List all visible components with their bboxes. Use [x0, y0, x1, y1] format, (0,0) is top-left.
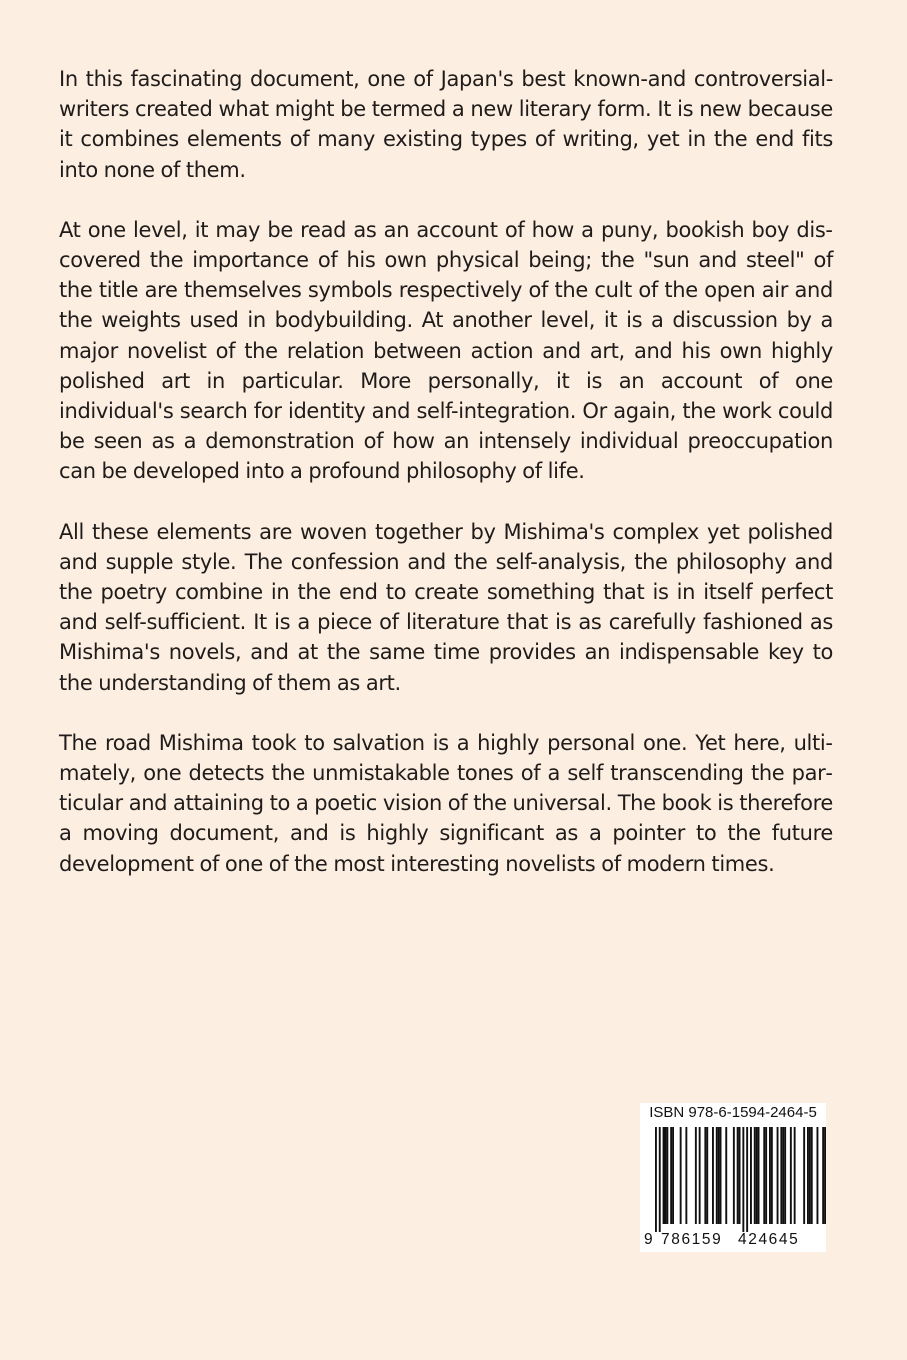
barcode-bar — [769, 1127, 771, 1224]
barcode-bar — [790, 1127, 792, 1224]
barcode-bar — [750, 1127, 752, 1224]
isbn-label: ISBN 978-6-1594-2464-5 — [649, 1104, 817, 1121]
barcode-bar — [733, 1127, 735, 1224]
barcode-bar — [718, 1127, 720, 1224]
barcode-bar — [771, 1127, 773, 1224]
barcode-bars — [640, 1127, 826, 1232]
blurb-paragraph-4: The road Mishima took to salvation is a highly personal one. Yet here, ultimately, one detects the unmistakable tones of a self transcending the particular and attaining to a poetic vision of the universal. The book is therefore a moving document, and is highly significant as a pointer to the future development of one of the most interesting novelists of modern times. — [59, 730, 833, 876]
barcode-bar — [780, 1127, 782, 1224]
blurb-paragraph-3: All these elements are woven together by Mishima's complex yet polished and supple style. The confession and the self-analysis, the philosophy and the poetry combine in the end to create something that is in itself perfect and self-sufficient. It is a piece of literature that is as carefully fashioned as Mishima's novels, and at the same time provides an indispensable key to the understanding of them as art. — [59, 519, 833, 695]
barcode-first-digit: 9 — [644, 1231, 653, 1248]
barcode-bar — [666, 1127, 668, 1224]
barcode-bar — [706, 1127, 708, 1224]
barcode-bar — [672, 1127, 674, 1224]
barcode-bar — [739, 1127, 741, 1224]
blurb-text — [59, 64, 833, 909]
barcode-bar — [784, 1127, 786, 1224]
barcode-bar — [777, 1127, 779, 1224]
barcode-bar — [699, 1127, 701, 1224]
barcode-bar — [712, 1127, 714, 1224]
barcode-bar — [754, 1127, 756, 1224]
barcode-bar — [663, 1127, 665, 1224]
barcode-bar — [765, 1127, 767, 1224]
barcode-bar — [680, 1127, 682, 1224]
barcode-bar — [822, 1127, 824, 1224]
barcode-bar — [695, 1127, 697, 1224]
barcode-bar — [782, 1127, 784, 1224]
barcode-bar — [803, 1127, 805, 1224]
blurb-paragraph-1: In this fascinating document, one of Japan's best known-and controversial-writers created what might be termed a new literary form. It is new because it combines elements of many existing types of writing, yet in the end fits into none of them. — [59, 67, 833, 182]
barcode-bar — [807, 1127, 809, 1224]
barcode-bar — [665, 1127, 667, 1224]
barcode-bar — [758, 1127, 760, 1224]
barcode-bar — [670, 1127, 672, 1224]
barcode-left-digits: 786159 — [661, 1231, 723, 1248]
barcode-bar — [655, 1127, 657, 1232]
barcode-bar — [720, 1127, 722, 1224]
barcode-bar — [742, 1127, 744, 1232]
barcode-bar — [756, 1127, 758, 1224]
barcode-bar — [817, 1127, 819, 1224]
barcode-bar — [811, 1127, 813, 1224]
barcode-bar — [746, 1127, 748, 1232]
barcode-bar — [659, 1127, 661, 1232]
barcode-bar — [704, 1127, 706, 1224]
barcode-bar — [685, 1127, 687, 1224]
barcode-bar — [716, 1127, 718, 1224]
barcode-bar — [737, 1127, 739, 1224]
barcode-bar — [794, 1127, 796, 1224]
barcode-bar — [824, 1127, 826, 1224]
barcode-right-digits: 424645 — [738, 1231, 800, 1248]
barcode-bar — [763, 1127, 765, 1224]
barcode-bar — [809, 1127, 811, 1224]
isbn-barcode — [640, 1103, 826, 1252]
barcode-bar — [725, 1127, 727, 1224]
blurb-paragraph-2: At one level, it may be read as an account of how a puny, bookish boy discovered the importance of his own physical being; the "sun and steel" of the title are themselves symbols respectively of the cult of the open air and the weights used in bodybuilding. At another level, it is a discussion by a major novelist of the relation between action and art, and his own highly polished art in particular. More personally, it is an account of one individual's search for identity and self-integration. Or again, the work could be seen as a demonstration of how an intensely individual preoccupation can be developed into a profound philosophy of life. — [59, 217, 833, 484]
